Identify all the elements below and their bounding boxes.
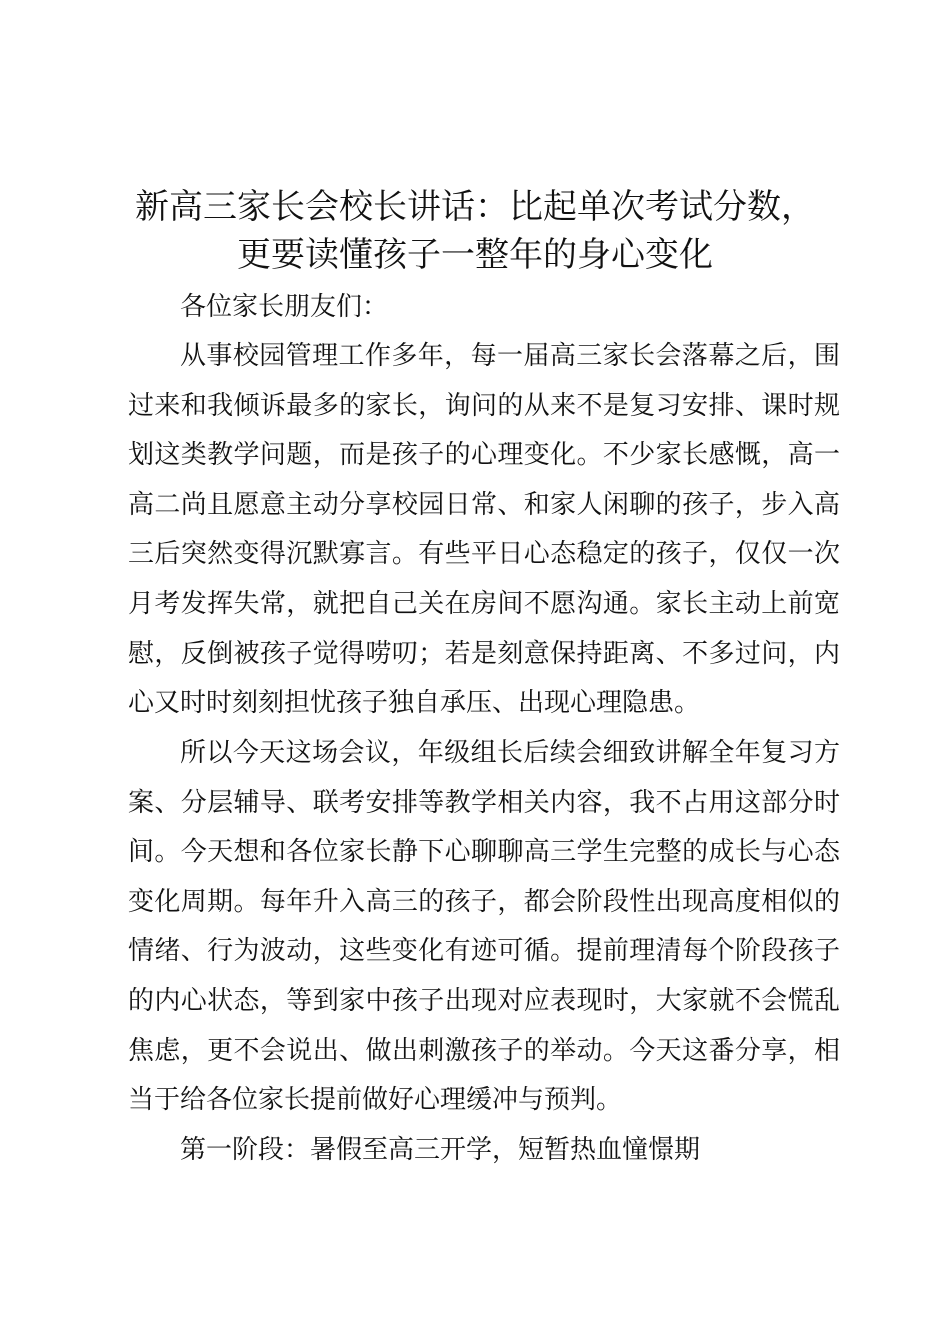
paragraph-2: 所以今天这场会议，年级组长后续会细致讲解全年复习方案、分层辅导、联考安排等教学相关内容，我不占用这部分时间。今天想和各位家长静下心聊聊高三学生完整的成长与心态变化周期。每年升入高三的孩子，都会阶段性出现高度相似的情绪、行为波动，这些变化有迹可循。提前理清每个阶段孩子的内心状态，等到家中孩子出现对应表现时，大家就不会慌乱焦虑，更不会说出、做出刺激孩子的举动。今天这番分享，相当于给各位家长提前做好心理缓冲与预判。 [128,738,840,1116]
paragraph-1: 从事校园管理工作多年，每一届高三家长会落幕之后，围过来和我倾诉最多的家长，询问的从来不是复习安排、课时规划这类教学问题，而是孩子的心理变化。不少家长感慨，高一高二尚且愿意主动分享校园日常、和家人闲聊的孩子，步入高三后突然变得沉默寡言。有些平日心态稳定的孩子，仅仅一次月考发挥失常，就把自己关在房间不愿沟通。家长主动上前宽慰，反倒被孩子觉得唠叨；若是刻意保持距离、不多过问，内心又时时刻刻担忧孩子独自承压、出现心理隐患。 [128,341,840,719]
section-heading: 第一阶段：暑假至高三开学，短暂热血憧憬期 [180,1135,701,1165]
document-title-line-2: 更要读懂孩子一整年的身心变化 [237,235,713,275]
document-title-line-1: 新高三家长会校长讲话：比起单次考试分数， [135,187,815,227]
greeting: 各位家长朋友们： [180,292,389,322]
